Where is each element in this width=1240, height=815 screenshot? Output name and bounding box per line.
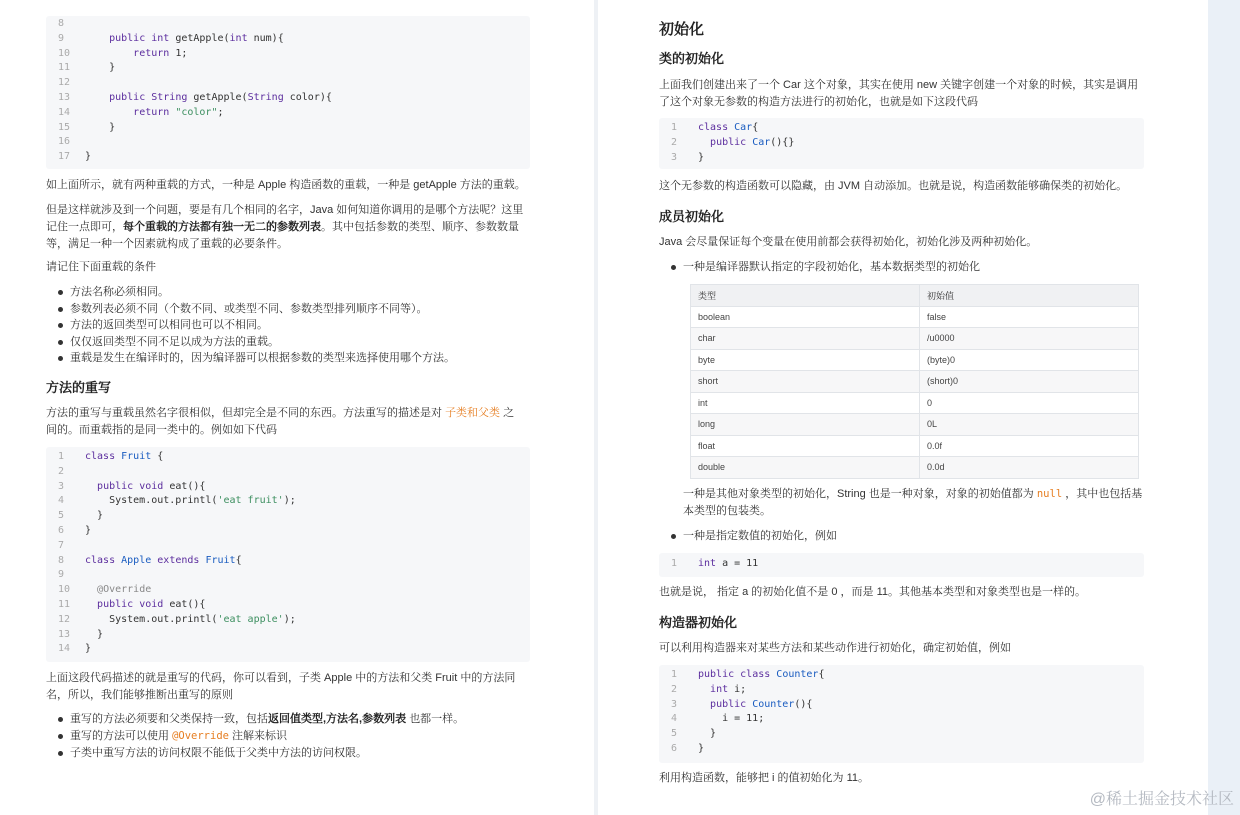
code-line	[46, 642, 530, 657]
line-number: 6	[671, 742, 678, 754]
code-text: }	[698, 728, 717, 740]
code-text: @Override	[97, 584, 152, 596]
code-text: class Car{	[698, 122, 759, 133]
override-rule-2: 重写的方法可以使用 @Override 注解来标识	[46, 728, 536, 744]
line-number: 16	[58, 136, 71, 148]
paragraph-overload-question: 但是这样就涉及到一个问题，要是有几个相同的名字，Java 如何知道你调用的是哪个方法呢？这里记住一点即可，每个重载的方法都有独一无二的参数列表。其中包括参数的类型、顺序、参数数量等，满足一种一个因素就构成了重载的必要条件。	[46, 204, 524, 250]
code-line	[46, 450, 530, 465]
cell-type: byte	[691, 349, 920, 371]
cell-initial-value: /u0000	[920, 328, 1139, 350]
code-text: }	[85, 121, 116, 133]
code-text: public void eat(){	[97, 480, 206, 492]
code-text: }	[85, 643, 92, 655]
paragraph-ctor-usage: 可以利用构造器来对某些方法和某些动作进行初始化，确定初始值，例如	[659, 642, 1011, 654]
code-text: class Apple extends Fruit{	[85, 554, 242, 566]
line-number: 13	[58, 628, 71, 640]
line-number: 1	[671, 122, 678, 133]
code-text	[74, 76, 85, 91]
cell-initial-value: (short)0	[920, 371, 1139, 393]
heading-override: 方法的重写	[46, 380, 112, 395]
paragraph-jvm-default-ctor: 这个无参数的构造函数可以隐藏，由 JVM 自动添加。也就是说，构造函数能够确保类的初始化。	[659, 180, 1128, 192]
bullet-default-field-init: 一种是编译器默认指定的字段初始化，基本数据类型的初始化	[659, 259, 1139, 275]
cell-type: char	[691, 328, 920, 350]
code-text: return 1;	[133, 47, 188, 59]
line-number: 2	[671, 136, 678, 148]
code-line	[659, 742, 1144, 757]
heading-initialization: 初始化	[659, 21, 705, 38]
paragraph-remember: 请记住下面重载的条件	[46, 261, 156, 273]
cell-type: boolean	[691, 306, 920, 328]
code-block-car	[659, 118, 1144, 169]
list-item: 参数列表必须不同（个数不同、或类型不同、参数类型排列顺序不同等）。	[46, 301, 536, 318]
line-number: 3	[58, 480, 65, 492]
code-line	[46, 150, 530, 165]
table-row	[691, 371, 1139, 393]
code-line	[46, 539, 530, 554]
paragraph-ctor-result: 利用构造函数，能够把 i 的值初始化为 11。	[659, 772, 870, 784]
code-text: System.out.printl('eat fruit');	[85, 495, 296, 507]
code-text: }	[85, 510, 104, 522]
paragraph-object-init: 一种是其他对象类型的初始化，String 也是一种对象，对象的初始值都为 null ，其中也包括基本类型的包装类。	[683, 488, 1143, 517]
cell-initial-value: false	[920, 306, 1139, 328]
line-number: 4	[671, 713, 678, 725]
line-number: 1	[58, 451, 65, 462]
code-text: }	[698, 742, 705, 754]
line-number: 15	[58, 121, 71, 133]
overload-rules-list	[46, 284, 536, 367]
code-text	[74, 135, 85, 150]
line-number: 11	[58, 598, 71, 610]
table-row	[691, 457, 1139, 479]
line-number: 8	[58, 554, 65, 566]
table-row	[691, 328, 1139, 350]
paragraph-java-init: Java 会尽量保证每个变量在使用前都会获得初始化，初始化涉及两种初始化。	[659, 236, 1038, 248]
code-line	[46, 494, 530, 509]
line-number: 14	[58, 643, 71, 655]
code-block-override	[46, 447, 530, 662]
code-text	[74, 539, 85, 554]
cell-initial-value: 0L	[920, 414, 1139, 436]
code-text: System.out.printl('eat apple');	[85, 613, 296, 625]
bullet-specified-init: 一种是指定数值的初始化，例如	[659, 528, 1139, 544]
code-line	[46, 598, 530, 613]
line-number: 13	[58, 91, 71, 103]
heading-member-init: 成员初始化	[659, 209, 725, 224]
code-line	[46, 76, 530, 91]
table-header-type: 类型	[691, 285, 920, 307]
cell-initial-value: 0.0f	[920, 435, 1139, 457]
left-page	[0, 0, 594, 815]
code-line	[46, 61, 530, 76]
line-number: 12	[58, 77, 71, 89]
line-number: 1	[671, 558, 678, 569]
code-text: int a = 11	[698, 558, 759, 569]
list-item: 重载是发生在编译时的，因为编译器可以根据参数的类型来选择使用哪个方法。	[46, 350, 536, 367]
list-item: 仅仅返回类型不同不足以成为方法的重载。	[46, 334, 536, 351]
cell-initial-value: 0.0d	[920, 457, 1139, 479]
code-line	[46, 17, 530, 32]
code-text: }	[85, 151, 92, 163]
right-scroll-gutter	[1208, 0, 1240, 815]
code-line	[659, 557, 1144, 572]
paragraph-override-summary: 上面这段代码描述的就是重写的代码，你可以看到，子类 Apple 中的方法和父类 Fruit 中的方法同名，所以，我们能够推断出重写的原则	[46, 672, 516, 701]
table-row	[691, 435, 1139, 457]
code-line	[46, 628, 530, 643]
code-line	[46, 554, 530, 569]
line-number: 12	[58, 613, 71, 625]
code-line	[46, 613, 530, 628]
code-line	[659, 683, 1144, 698]
paragraph-init-value: 也就是说， 指定 a 的初始化值不是 0 ，而是 11。其他基本类型和对象类型也是一样的。	[659, 586, 1086, 598]
line-number: 5	[58, 510, 65, 522]
code-text: public Counter(){	[710, 698, 813, 710]
watermark: @稀土掘金技术社区	[1089, 791, 1234, 808]
code-block-counter	[659, 665, 1144, 763]
cell-type: float	[691, 435, 920, 457]
code-text: public void eat(){	[97, 598, 206, 610]
code-line	[659, 727, 1144, 742]
cell-initial-value: 0	[920, 392, 1139, 414]
line-number: 10	[58, 584, 71, 596]
heading-ctor-init: 构造器初始化	[659, 615, 738, 630]
line-number: 5	[671, 728, 678, 740]
default-values-table	[690, 284, 1139, 479]
line-number: 7	[58, 539, 65, 551]
code-text: }	[698, 151, 705, 163]
code-line	[46, 91, 530, 106]
code-line	[46, 32, 530, 47]
cell-type: double	[691, 457, 920, 479]
line-number: 14	[58, 106, 71, 118]
code-block-overload	[46, 16, 530, 169]
heading-class-init: 类的初始化	[659, 51, 725, 66]
code-line	[46, 509, 530, 524]
code-text	[74, 465, 85, 480]
paragraph-override-desc: 方法的重写与重载虽然名字很相似，但却完全是不同的东西。方法重写的描述是对 子类和父类 之间的。而重载指的是同一类中的。例如如下代码	[46, 407, 515, 436]
line-number: 8	[58, 18, 65, 29]
line-number: 2	[58, 465, 65, 477]
code-text: class Fruit {	[85, 451, 164, 462]
code-line	[659, 668, 1144, 683]
table-header-initial: 初始值	[920, 285, 1139, 307]
code-line	[46, 480, 530, 495]
code-block-int-a	[659, 553, 1144, 577]
code-line	[46, 47, 530, 62]
cell-type: int	[691, 392, 920, 414]
line-number: 4	[58, 495, 65, 507]
table-row	[691, 392, 1139, 414]
table-row	[691, 414, 1139, 436]
line-number: 11	[58, 62, 71, 74]
table-row	[691, 306, 1139, 328]
code-line	[46, 135, 530, 150]
cell-type: short	[691, 371, 920, 393]
code-text: return "color";	[133, 106, 224, 118]
line-number: 2	[671, 683, 678, 695]
code-line	[659, 698, 1144, 713]
line-number: 17	[58, 151, 71, 163]
override-rule-1: 重写的方法必须要和父类保持一致，包括返回值类型,方法名,参数列表 也都一样。	[46, 711, 536, 727]
line-number: 3	[671, 698, 678, 710]
code-text: public String getApple(String color){	[109, 91, 332, 103]
cell-type: long	[691, 414, 920, 436]
code-line	[46, 568, 530, 583]
line-number: 1	[671, 669, 678, 680]
code-text	[74, 17, 85, 32]
code-text: }	[85, 524, 92, 536]
code-text: }	[85, 62, 116, 74]
paragraph-car-object: 上面我们创建出来了一个 Car 这个对象，其实在使用 new 关键字创建一个对象的时候，其实是调用了这个对象无参数的构造方法进行的初始化，也就是如下这段代码	[659, 79, 1139, 108]
paragraph-overload-ways: 如上面所示，就有两种重载的方式，一种是 Apple 构造函数的重载，一种是 getApple 方法的重载。	[46, 179, 526, 191]
override-rule-3: 子类中重写方法的访问权限不能低于父类中方法的访问权限。	[46, 745, 536, 761]
line-number: 9	[58, 32, 65, 44]
line-number: 9	[58, 569, 65, 581]
line-number: 3	[671, 151, 678, 163]
code-text: public class Counter{	[698, 669, 825, 680]
code-text: i = 11;	[698, 713, 765, 725]
code-line	[659, 136, 1144, 151]
cell-initial-value: (byte)0	[920, 349, 1139, 371]
table-row	[691, 349, 1139, 371]
code-line	[659, 151, 1144, 166]
inline-code-override: @Override	[172, 730, 229, 742]
list-item: 方法名称必须相同。	[46, 284, 536, 301]
code-text: }	[85, 628, 104, 640]
line-number: 6	[58, 524, 65, 536]
code-line	[46, 121, 530, 136]
highlight-subclass-parent: 子类和父类	[445, 407, 501, 419]
code-line	[659, 712, 1144, 727]
bold-unique-param-list: 每个重载的方法都有独一无二的参数列表	[123, 221, 321, 233]
code-text	[74, 568, 85, 583]
code-text: public Car(){}	[710, 136, 795, 148]
line-number: 10	[58, 47, 71, 59]
inline-code-null: null	[1036, 488, 1063, 500]
code-line	[46, 524, 530, 539]
code-line	[46, 583, 530, 598]
code-text: public int getApple(int num){	[109, 32, 284, 44]
code-line	[46, 465, 530, 480]
code-line	[659, 121, 1144, 136]
code-text: int i;	[710, 683, 747, 695]
code-line	[46, 106, 530, 121]
right-page	[598, 0, 1208, 815]
list-item: 方法的返回类型可以相同也可以不相同。	[46, 317, 536, 334]
